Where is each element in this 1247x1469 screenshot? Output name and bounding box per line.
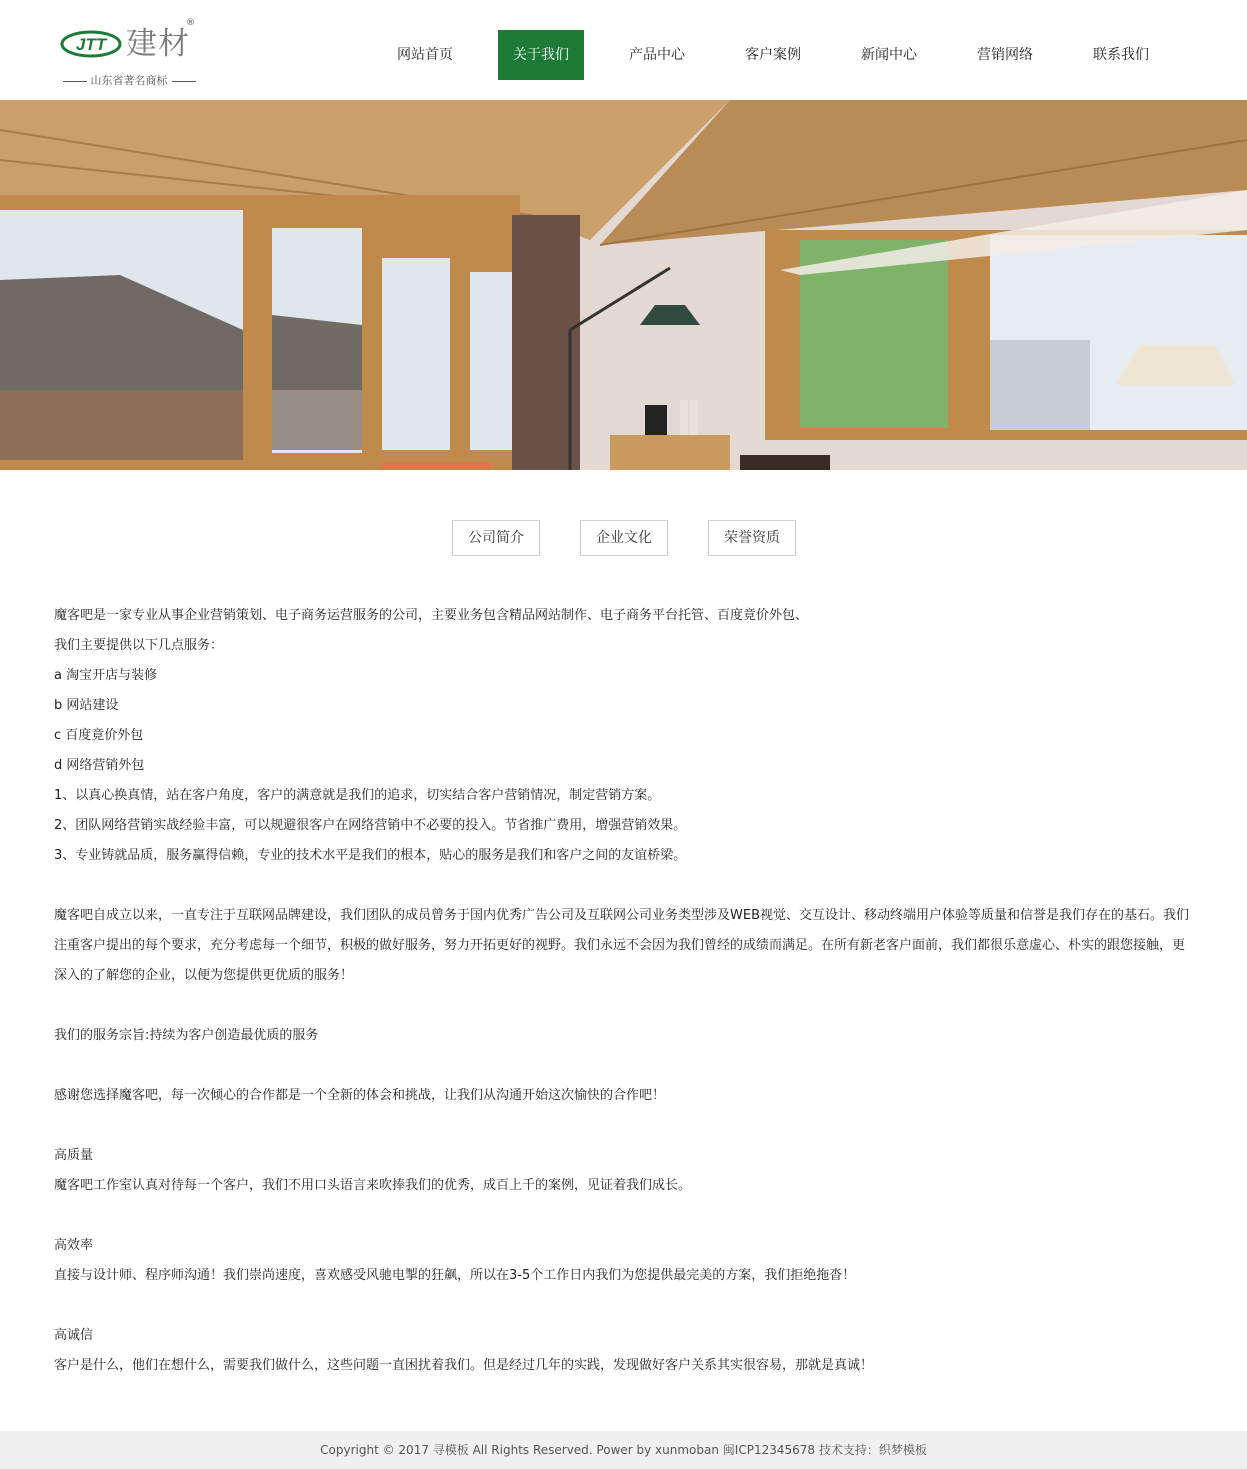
service-item: c 百度竟价外包 [54,728,144,743]
integrity-text: 客户是什么，他们在想什么，需要我们做什么，这些问题一直困扰着我们。但是经过几年的实践，发现做好客户关系其实很容易，那就是真诚！ [54,1358,874,1373]
logo-mark-icon [60,30,122,58]
svg-text:JTT: JTT [75,35,107,54]
logo-subtitle-text: 山东省著名商标 [90,74,168,87]
tab-honors[interactable]: 荣誉资质 [708,520,796,556]
efficiency-text: 直接与设计师、程序师沟通！我们崇尚速度，喜欢感受风驰电掣的狂飙，所以在3-5个工作日内我们为您提供最完美的方案，我们拒绝拖沓！ [54,1268,856,1283]
logo-text: 建材 [126,26,190,62]
services-intro: 我们主要提供以下几点服务： [54,638,224,653]
tab-corporate-culture[interactable]: 企业文化 [580,520,668,556]
nav-item-about[interactable]: 关于我们 [498,30,584,80]
logo-subtitle [54,74,204,88]
registered-mark: ® [186,18,195,28]
nav-item-products[interactable]: 产品中心 [629,47,685,63]
nav-item-network[interactable]: 营销网络 [977,47,1033,63]
quality-title: 高质量 [54,1148,94,1163]
banner-room-illustration [0,100,1247,470]
company-paragraph: 魔客吧自成立以来，一直专注于互联网品牌建设，我们团队的成员曾务于国内优秀广告公司及互联网公司业务类型涉及WEB视觉、交互设计、移动终端用户体验等质量和信誉是我们存在的基石。我们注重客户提出的每个要求，充分考虑每一个细节，积极的做好服务，努力开拓更好的视野。我们永远不会因为我们曾经的成绩而满足。在所有新老客户面前，我们都很乐意虚心、朴实的跟您接触，更深入的了解您的企业，以便为您提供更优质的服务！ [54,908,1189,983]
nav-item-contact[interactable]: 联系我们 [1093,47,1149,63]
divider [172,81,196,82]
service-item: d 网络营销外包 [54,758,145,773]
site-logo[interactable] [54,18,214,90]
efficiency-title: 高效率 [54,1238,94,1253]
point-item: 3、专业铸就品质，服务赢得信赖，专业的技术水平是我们的根本，贴心的服务是我们和客户之间的友谊桥梁。 [54,848,687,863]
integrity-title: 高诚信 [54,1328,94,1343]
copyright-text: Copyright © 2017 寻模板 All Rights Reserved. Power by xunmoban 闽ICP12345678 技术支持：织梦模板 [320,1443,927,1457]
divider [63,81,87,82]
point-item: 2、团队网络营销实战经验丰富，可以规避很客户在网络营销中不必要的投入。节省推广费用，增强营销效果。 [54,818,687,833]
about-content [54,601,1194,1381]
tab-company-profile[interactable]: 公司简介 [452,520,540,556]
service-item: b 网站建设 [54,698,119,713]
nav-item-home[interactable]: 网站首页 [397,47,453,63]
service-tenet: 我们的服务宗旨:持续为客户创造最优质的服务 [54,1028,319,1043]
site-header [0,0,1247,100]
point-item: 1、以真心换真情，站在客户角度，客户的满意就是我们的追求，切实结合客户营销情况，制定营销方案。 [54,788,661,803]
thanks-text: 感谢您选择魔客吧，每一次倾心的合作都是一个全新的体会和挑战，让我们从沟通开始这次愉快的合作吧！ [54,1088,666,1103]
quality-text: 魔客吧工作室认真对待每一个客户，我们不用口头语言来吹捧我们的优秀，成百上千的案例，见证着我们成长。 [54,1178,692,1193]
service-item: a 淘宝开店与装修 [54,668,158,683]
banner-image [0,100,1247,470]
site-footer [0,1431,1247,1469]
intro-text: 魔客吧是一家专业从事企业营销策划、电子商务运营服务的公司，主要业务包含精品网站制作、电子商务平台托管、百度竟价外包、 [54,608,809,623]
nav-item-cases[interactable]: 客户案例 [745,47,801,63]
nav-item-news[interactable]: 新闻中心 [861,47,917,63]
about-tabs [0,520,1247,556]
